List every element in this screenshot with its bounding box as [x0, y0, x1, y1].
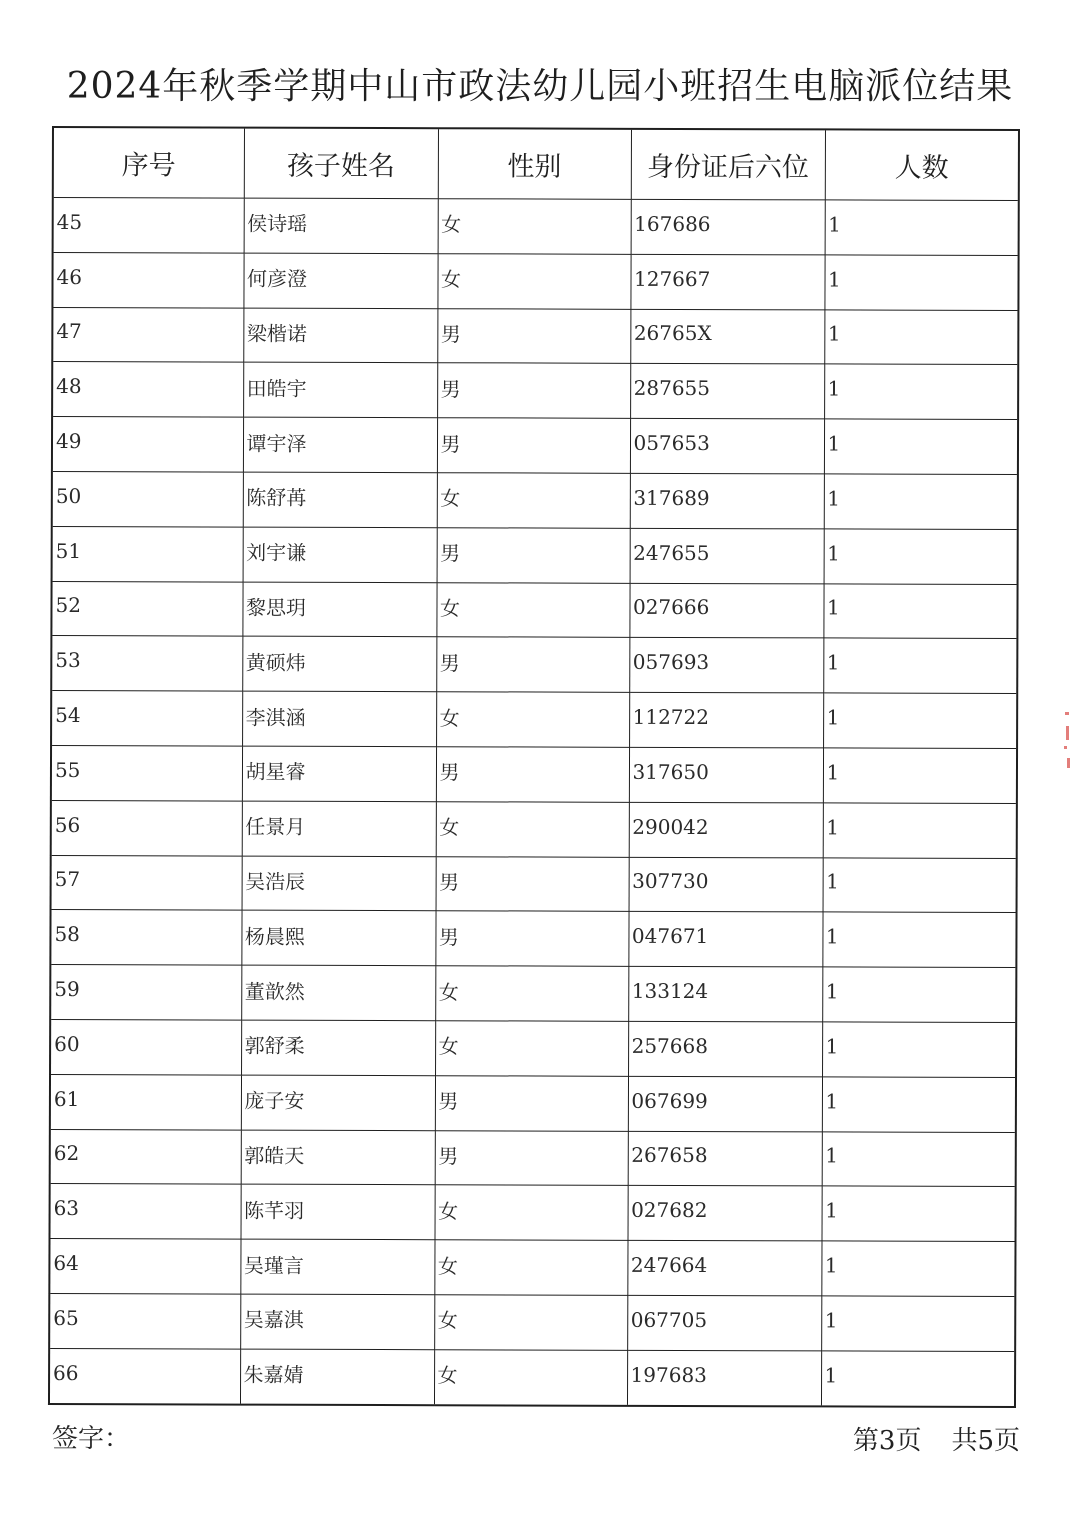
- table-row: [52, 471, 1018, 529]
- cell-serial-number: [52, 417, 243, 472]
- cell-child-name: [242, 636, 436, 691]
- cell-count: [821, 1241, 1015, 1296]
- cell-count-text: 1: [826, 760, 840, 785]
- cell-id-last-six: [629, 692, 823, 747]
- cell-id-last-six-text: 247655: [633, 540, 710, 565]
- cell-child-name: [240, 1239, 434, 1294]
- cell-child-name-text: 董歆然: [244, 979, 305, 1004]
- cell-serial-number: [50, 965, 241, 1020]
- cell-child-name-text: 郭皓天: [244, 1143, 305, 1168]
- cell-count: [822, 1131, 1016, 1186]
- cell-id-last-six: [628, 1131, 822, 1186]
- table-row: [50, 1019, 1016, 1077]
- table-row: [51, 800, 1017, 858]
- cell-id-last-six: [630, 419, 824, 474]
- cell-count-text: 1: [828, 212, 841, 237]
- cell-count: [823, 638, 1017, 693]
- table-row: [51, 745, 1017, 803]
- cell-serial-number: [51, 745, 242, 800]
- cell-serial-number: [50, 910, 241, 965]
- cell-gender: [436, 582, 629, 637]
- cell-count-text: 1: [826, 705, 840, 730]
- cell-child-name-text: 胡星睿: [245, 759, 306, 785]
- cell-gender-text: 女: [438, 1034, 459, 1059]
- cell-serial-number-text: 61: [53, 1086, 80, 1111]
- cell-serial-number: [52, 471, 243, 526]
- cell-child-name: [241, 965, 435, 1020]
- cell-id-last-six: [630, 254, 824, 309]
- cell-gender: [435, 1185, 628, 1240]
- cell-child-name: [242, 582, 436, 637]
- cell-id-last-six: [630, 309, 824, 364]
- cell-serial-number-text: 47: [56, 319, 82, 344]
- cell-gender-text: 男: [438, 1089, 459, 1114]
- cell-count: [824, 364, 1018, 419]
- cell-child-name-text: 吴瑾言: [243, 1253, 304, 1278]
- cell-gender-text: 男: [440, 377, 461, 402]
- cell-gender-text: 男: [439, 760, 460, 785]
- cell-gender: [437, 308, 630, 363]
- cell-child-name-text: 黄硕炜: [245, 650, 306, 675]
- table-row: [52, 252, 1018, 310]
- cell-serial-number-text: 58: [54, 922, 80, 947]
- cell-id-last-six: [628, 1021, 822, 1076]
- cell-gender: [436, 856, 629, 911]
- cell-child-name: [242, 801, 436, 856]
- cell-gender-text: 男: [440, 541, 461, 566]
- table-row: [53, 198, 1019, 256]
- header-child-name: 孩子姓名: [244, 128, 438, 199]
- cell-serial-number-text: 48: [56, 374, 82, 399]
- cell-id-last-six: [628, 1186, 822, 1241]
- cell-gender-text: 男: [440, 431, 461, 456]
- page-current: 第3页: [852, 1426, 922, 1456]
- cell-serial-number-text: 53: [55, 648, 81, 673]
- cell-count-text: 1: [826, 815, 840, 840]
- cell-serial-number-text: 62: [53, 1141, 80, 1166]
- cell-child-name-text: 朱嘉婧: [243, 1362, 304, 1387]
- table-row: [50, 1074, 1016, 1132]
- cell-count-text: 1: [826, 595, 840, 620]
- cell-child-name-text: 何彦澄: [246, 266, 308, 291]
- cell-gender: [434, 1295, 627, 1350]
- cell-gender-text: 女: [438, 979, 459, 1004]
- cell-child-name: [241, 1020, 435, 1075]
- cell-count-text: 1: [827, 541, 840, 566]
- table-row: [49, 1348, 1015, 1406]
- cell-serial-number: [50, 1074, 241, 1129]
- cell-count-text: 1: [826, 869, 839, 894]
- cell-id-last-six-text: 057653: [633, 430, 710, 456]
- cell-count-text: 1: [827, 486, 841, 511]
- cell-child-name-text: 杨晨熙: [244, 924, 305, 949]
- table-row: [49, 1239, 1015, 1297]
- cell-gender-text: 女: [438, 1198, 459, 1224]
- header-serial-number: 序号: [53, 127, 244, 198]
- cell-gender: [438, 199, 631, 254]
- cell-child-name: [241, 1184, 435, 1239]
- cell-serial-number: [49, 1348, 240, 1404]
- table-row: [52, 526, 1018, 584]
- cell-gender-text: 女: [439, 705, 460, 730]
- cell-id-last-six-text: 317689: [633, 485, 710, 510]
- cell-serial-number-text: 65: [53, 1305, 79, 1330]
- cell-count-text: 1: [827, 431, 841, 456]
- table-row: [51, 581, 1017, 639]
- header-gender: 性别: [438, 128, 631, 199]
- cell-child-name: [242, 856, 436, 911]
- cell-gender-text: 女: [439, 815, 460, 840]
- cell-child-name: [243, 527, 437, 582]
- cell-serial-number: [49, 1239, 240, 1294]
- header-count: 人数: [825, 129, 1019, 200]
- document-title: 2024年秋季学期中山市政法幼儿园小班招生电脑派位结果: [66, 66, 1014, 107]
- cell-gender: [437, 363, 630, 418]
- cell-id-last-six: [630, 364, 824, 419]
- cell-gender: [434, 1349, 627, 1405]
- cell-id-last-six-text: 057693: [632, 650, 710, 675]
- cell-serial-number: [52, 307, 243, 362]
- cell-id-last-six: [627, 1350, 821, 1406]
- cell-count-text: 1: [825, 979, 839, 1004]
- cell-gender: [435, 1130, 628, 1185]
- cell-count: [824, 255, 1018, 310]
- cell-child-name: [241, 910, 435, 965]
- cell-serial-number-text: 63: [53, 1196, 80, 1221]
- cell-count: [822, 967, 1016, 1022]
- cell-serial-number: [51, 691, 242, 746]
- table-row: [52, 307, 1018, 365]
- cell-serial-number-text: 56: [54, 812, 81, 837]
- cell-gender: [436, 692, 629, 747]
- cell-id-last-six: [630, 528, 824, 583]
- table-row: [50, 965, 1016, 1023]
- cell-child-name-text: 梁楷诺: [246, 321, 307, 346]
- cell-id-last-six: [629, 747, 823, 802]
- cell-count: [825, 200, 1019, 255]
- cell-serial-number: [49, 1293, 240, 1348]
- cell-gender-text: 女: [437, 1253, 458, 1278]
- cell-id-last-six-text: 133124: [631, 978, 709, 1004]
- cell-id-last-six: [629, 583, 823, 638]
- cell-id-last-six: [629, 802, 823, 857]
- cell-child-name: [241, 1075, 435, 1130]
- cell-gender: [435, 1021, 628, 1076]
- cell-count: [822, 912, 1016, 967]
- cell-gender-text: 男: [439, 870, 460, 895]
- cell-id-last-six-text: 257668: [631, 1033, 709, 1058]
- cell-gender-text: 女: [437, 1363, 458, 1388]
- cell-count: [821, 1351, 1015, 1407]
- cell-id-last-six-text: 027682: [631, 1198, 708, 1223]
- cell-serial-number: [51, 636, 242, 691]
- cell-serial-number-text: 64: [53, 1251, 79, 1276]
- cell-child-name: [240, 1349, 434, 1405]
- cell-gender-text: 男: [438, 1144, 459, 1169]
- cell-child-name: [243, 253, 437, 308]
- cell-id-last-six: [628, 912, 822, 967]
- cell-id-last-six-text: 027666: [632, 595, 710, 620]
- cell-id-last-six-text: 247664: [630, 1252, 708, 1278]
- cell-serial-number-text: 59: [54, 977, 80, 1002]
- cell-child-name: [243, 308, 437, 363]
- cell-id-last-six: [628, 1076, 822, 1131]
- cell-serial-number-text: 49: [55, 429, 82, 454]
- cell-child-name: [240, 1294, 434, 1349]
- cell-count-text: 1: [825, 1143, 839, 1168]
- cell-id-last-six-text: 290042: [632, 814, 709, 839]
- cell-child-name-text: 陈舒苒: [246, 485, 307, 511]
- cell-count-text: 1: [824, 1363, 838, 1388]
- cell-child-name-text: 吴嘉淇: [243, 1307, 304, 1333]
- cell-child-name-text: 郭舒柔: [244, 1033, 305, 1059]
- header-id-last-six: 身份证后六位: [631, 129, 825, 200]
- cell-id-last-six-text: 307730: [632, 869, 709, 894]
- cell-child-name-text: 田皓宇: [246, 376, 307, 401]
- cell-count: [823, 584, 1017, 639]
- cell-serial-number: [50, 1184, 241, 1239]
- table-body: [49, 198, 1019, 1407]
- cell-id-last-six-text: 26765X: [633, 321, 712, 346]
- cell-gender-text: 女: [441, 212, 462, 237]
- cell-child-name: [243, 417, 437, 472]
- cell-count: [823, 857, 1017, 912]
- cell-gender: [437, 527, 630, 582]
- cell-id-last-six-text: 067705: [630, 1307, 708, 1332]
- cell-child-name-text: 任景月: [245, 814, 306, 839]
- cell-serial-number-text: 66: [53, 1360, 79, 1385]
- cell-id-last-six-text: 287655: [633, 376, 711, 401]
- table-row: [50, 910, 1016, 968]
- cell-gender: [436, 747, 629, 802]
- cell-child-name: [241, 1130, 435, 1185]
- cell-child-name: [243, 362, 437, 417]
- cell-serial-number: [51, 800, 242, 855]
- cell-count: [823, 748, 1017, 803]
- page-total: 共5页: [951, 1426, 1020, 1456]
- cell-gender-text: 女: [440, 267, 462, 292]
- cell-serial-number-text: 46: [56, 264, 83, 289]
- cell-child-name: [243, 472, 437, 527]
- cell-count-text: 1: [825, 1034, 839, 1059]
- cell-child-name-text: 刘宇谦: [246, 540, 307, 565]
- cell-child-name-text: 庞子安: [244, 1088, 305, 1113]
- cell-child-name-text: 黎思玥: [245, 595, 307, 620]
- table-row: [51, 691, 1017, 749]
- cell-count-text: 1: [825, 1089, 839, 1114]
- cell-gender-text: 男: [439, 650, 460, 676]
- cell-gender: [437, 473, 630, 528]
- cell-serial-number-text: 50: [55, 483, 82, 508]
- cell-child-name-text: 谭宇泽: [246, 431, 307, 456]
- cell-count: [824, 419, 1018, 474]
- cell-gender: [436, 801, 629, 856]
- cell-serial-number: [52, 252, 243, 307]
- cell-id-last-six: [627, 1240, 821, 1295]
- cell-id-last-six: [629, 638, 823, 693]
- cell-gender: [434, 1240, 627, 1295]
- cell-gender-text: 男: [440, 322, 461, 347]
- cell-id-last-six-text: 317650: [632, 759, 709, 784]
- table-row: [51, 855, 1017, 913]
- cell-gender-text: 女: [439, 596, 461, 621]
- cell-count: [824, 474, 1018, 529]
- cell-count-text: 1: [825, 1198, 838, 1223]
- cell-id-last-six: [630, 473, 824, 528]
- cell-child-name-text: 李淇涵: [245, 705, 306, 730]
- cell-serial-number-text: 51: [55, 538, 82, 563]
- cell-id-last-six-text: 167686: [634, 211, 711, 236]
- cell-gender: [435, 966, 628, 1021]
- cell-count-text: 1: [824, 1253, 838, 1278]
- cell-child-name-text: 吴浩辰: [245, 869, 306, 894]
- cell-gender-text: 男: [438, 924, 459, 950]
- table-row: [50, 1184, 1016, 1242]
- cell-count: [824, 529, 1018, 584]
- cell-serial-number: [52, 362, 243, 417]
- enrollment-table: [48, 126, 1020, 1408]
- cell-gender: [435, 1075, 628, 1130]
- table-row: [49, 1293, 1015, 1351]
- cell-serial-number-text: 60: [54, 1031, 80, 1056]
- cell-serial-number-text: 55: [54, 757, 81, 782]
- cell-count: [822, 1022, 1016, 1077]
- cell-id-last-six-text: 127667: [633, 266, 711, 291]
- cell-id-last-six-text: 067699: [631, 1088, 708, 1113]
- cell-id-last-six: [631, 199, 825, 254]
- cell-gender: [437, 418, 630, 473]
- cell-gender: [436, 637, 629, 692]
- cell-count: [823, 693, 1017, 748]
- cell-count: [824, 310, 1018, 365]
- cell-gender-text: 女: [437, 1308, 458, 1333]
- cell-count: [823, 803, 1017, 858]
- cell-child-name: [242, 691, 436, 746]
- cell-count-text: 1: [825, 924, 839, 949]
- cell-serial-number: [50, 1019, 241, 1074]
- cell-serial-number: [52, 526, 243, 581]
- cell-serial-number: [53, 198, 244, 253]
- cell-count-text: 1: [824, 1308, 838, 1333]
- red-stamp-edge: [1064, 712, 1070, 772]
- cell-serial-number-text: 52: [55, 593, 81, 618]
- cell-id-last-six-text: 112722: [632, 704, 710, 730]
- cell-count: [821, 1296, 1015, 1351]
- cell-gender: [437, 254, 630, 309]
- cell-id-last-six: [629, 857, 823, 912]
- cell-serial-number: [50, 1129, 241, 1184]
- cell-serial-number: [51, 855, 242, 910]
- cell-count-text: 1: [826, 650, 840, 675]
- cell-child-name-text: 侯诗瑶: [247, 212, 308, 237]
- table-row: [51, 636, 1017, 694]
- cell-child-name: [242, 746, 436, 801]
- cell-id-last-six-text: 267658: [631, 1143, 708, 1168]
- table-header-row: [53, 127, 1019, 201]
- cell-id-last-six: [628, 966, 822, 1021]
- cell-child-name-text: 陈芊羽: [244, 1198, 305, 1223]
- table-row: [52, 417, 1018, 475]
- cell-child-name: [244, 198, 438, 253]
- cell-id-last-six-text: 197683: [630, 1362, 707, 1387]
- cell-gender: [435, 911, 628, 966]
- table-row: [50, 1129, 1016, 1187]
- cell-id-last-six-text: 047671: [631, 924, 709, 949]
- cell-count-text: 1: [827, 267, 841, 292]
- cell-count: [822, 1186, 1016, 1241]
- cell-serial-number: [51, 581, 242, 636]
- cell-gender-text: 女: [440, 486, 461, 511]
- cell-serial-number-text: 57: [54, 867, 81, 892]
- cell-serial-number-text: 54: [55, 703, 81, 728]
- page-indicator: [853, 1420, 1020, 1457]
- cell-count-text: 1: [827, 321, 841, 346]
- cell-count: [822, 1077, 1016, 1132]
- cell-id-last-six: [627, 1295, 821, 1350]
- cell-serial-number-text: 45: [56, 209, 83, 234]
- cell-count-text: 1: [827, 376, 841, 401]
- table-row: [52, 362, 1018, 420]
- signature-label: 签字：: [52, 1424, 131, 1454]
